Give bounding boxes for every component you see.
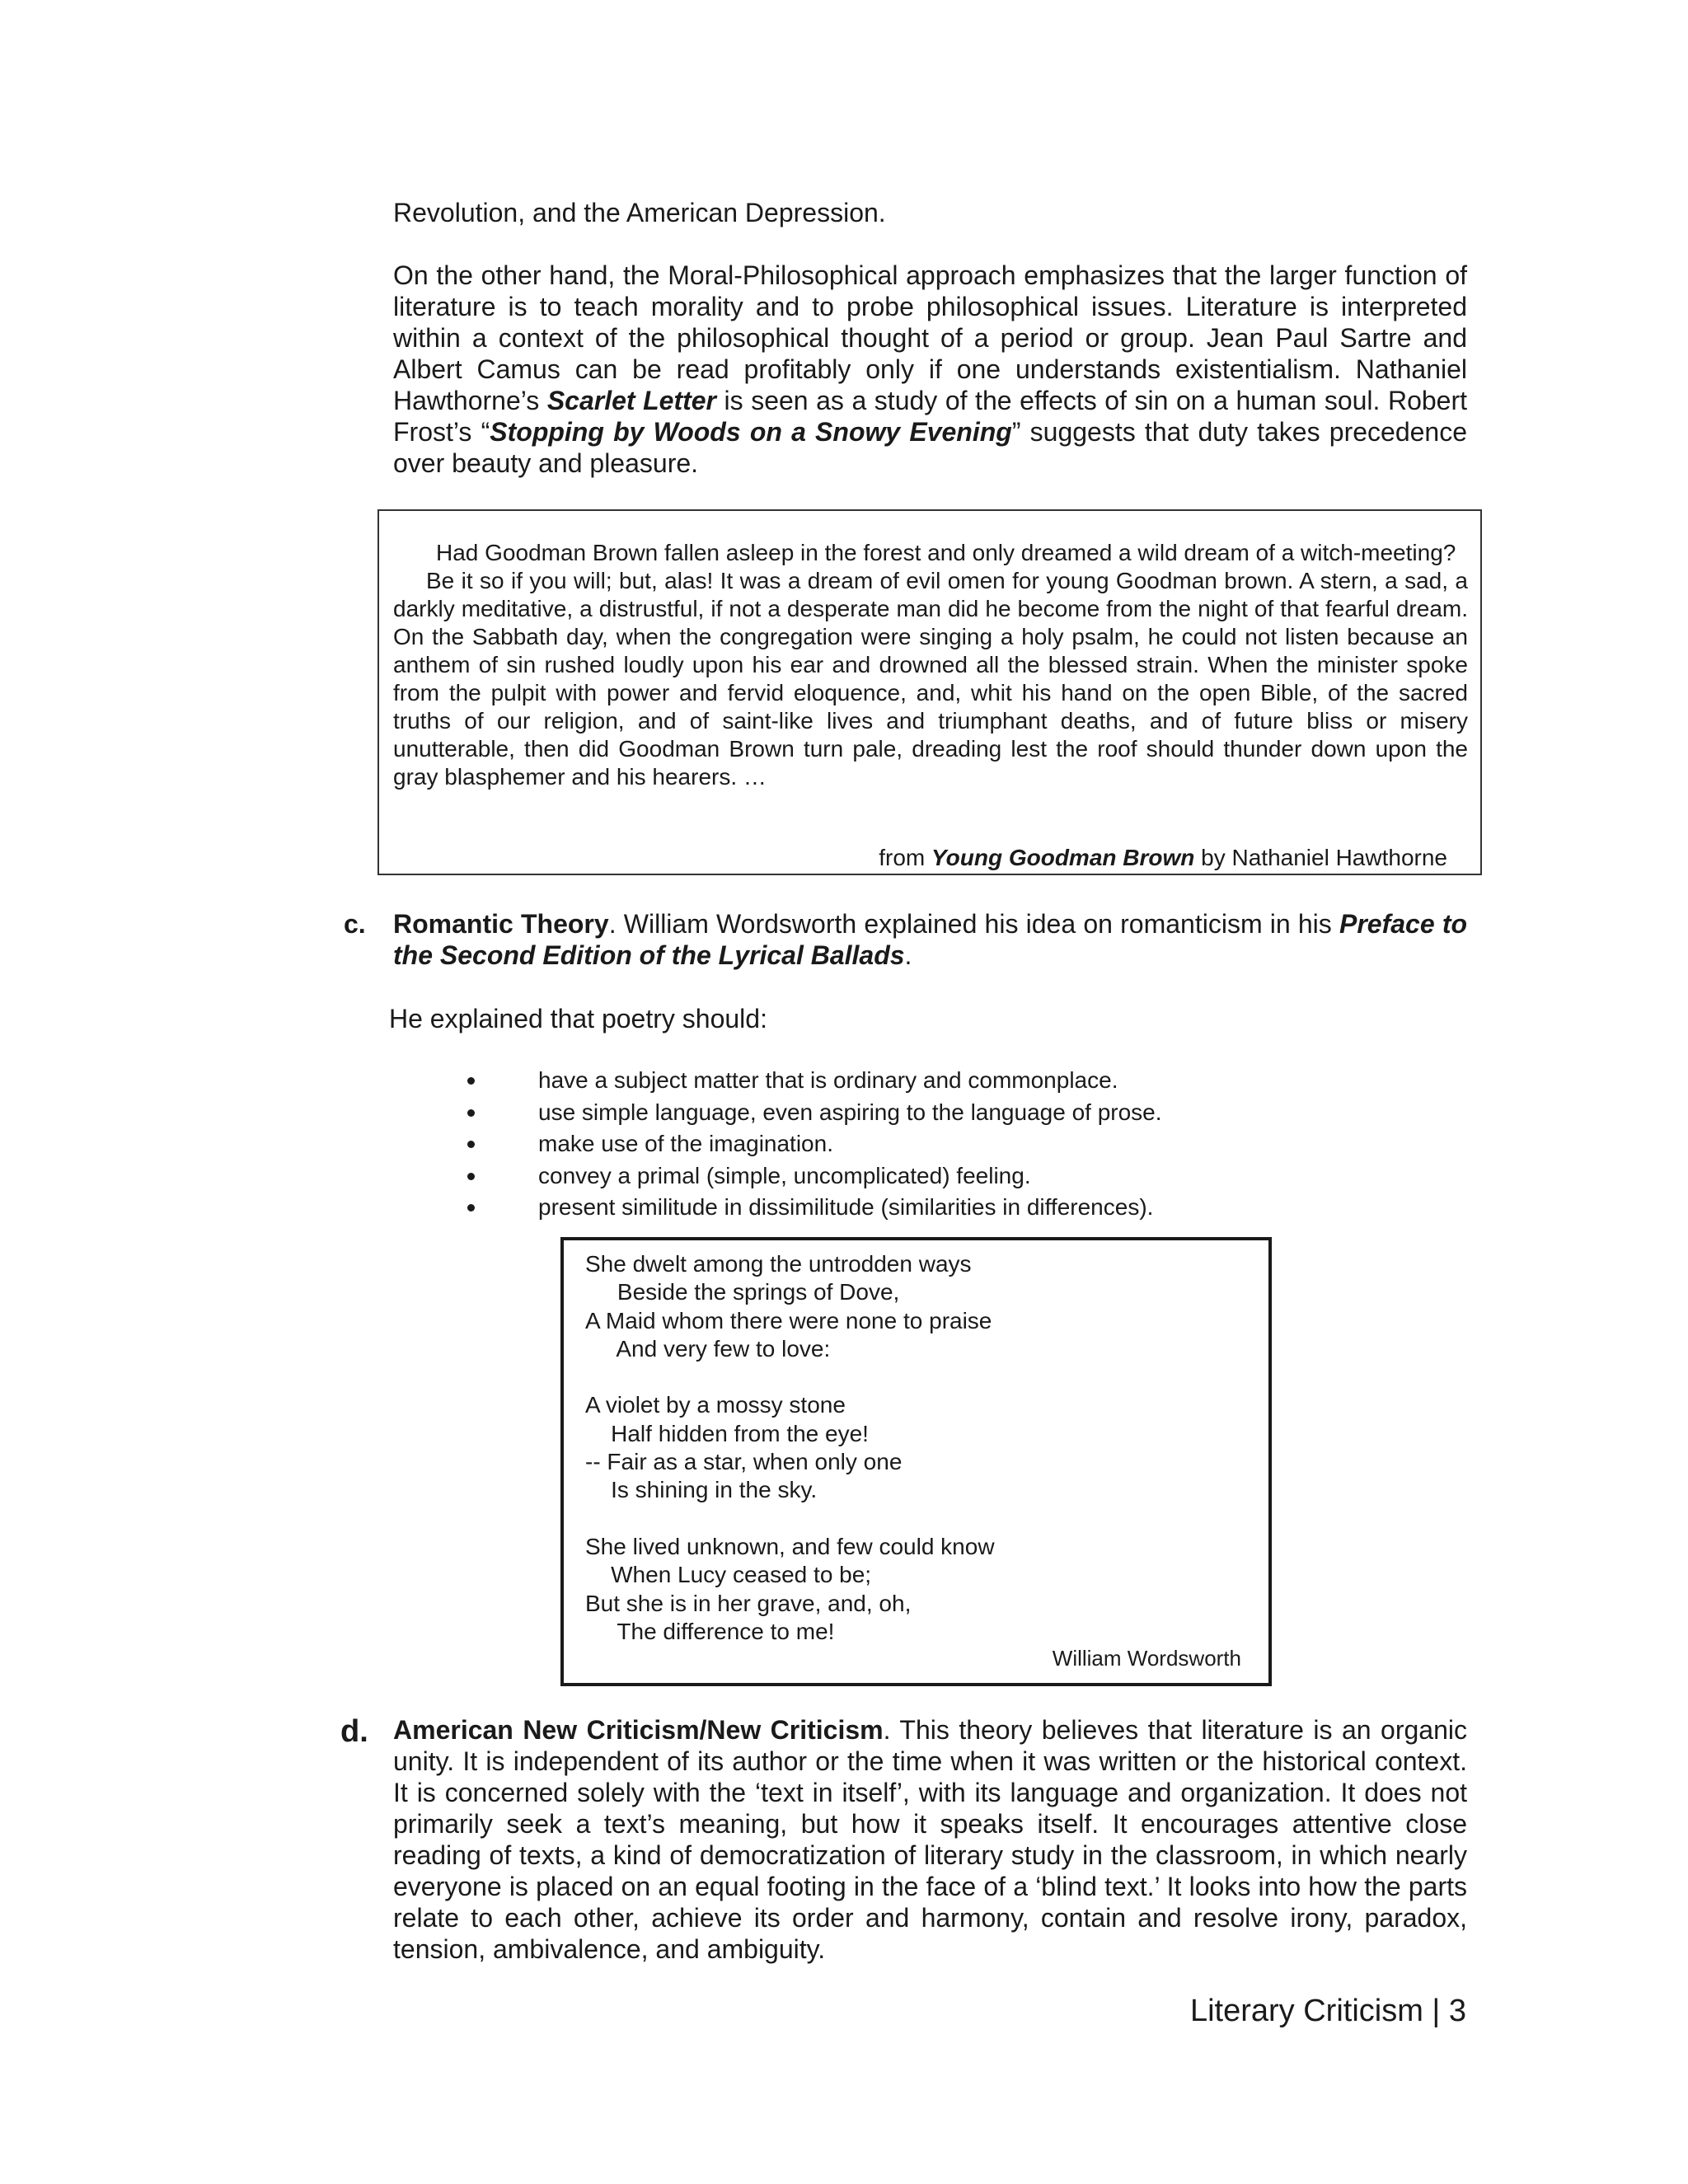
poem-line: When Lucy ceased to be; xyxy=(585,1562,872,1588)
stopping-by-woods-title: Stopping by Woods on a Snowy Evening xyxy=(490,417,1012,447)
poem-line: But she is in her grave, and, oh, xyxy=(585,1590,912,1616)
list-item-text: have a subject matter that is ordinary and commonplace. xyxy=(538,1067,1118,1093)
poem-line: A Maid whom there were none to praise xyxy=(585,1307,992,1333)
romantic-theory-heading: Romantic Theory xyxy=(393,909,609,939)
lyrical-ballads-title: Preface to the Second Edition of the Lyrical Ballads xyxy=(393,909,1468,970)
hawthorne-excerpt-box xyxy=(377,509,1482,875)
bullet-icon xyxy=(467,1204,475,1212)
list-item-text: use simple language, even aspiring to the language of prose. xyxy=(538,1099,1162,1125)
poem-author: William Wordsworth xyxy=(1052,1646,1241,1671)
romantic-theory-paragraph xyxy=(393,908,1467,971)
moral-text-2: is seen as a study of the effects of sin on a human soul. Robert Frost’s “ xyxy=(393,386,1468,447)
romantic-text-1: . William Wordsworth explained his idea on romanticism in his xyxy=(608,909,1339,939)
poem-line: The difference to me! xyxy=(585,1618,835,1644)
bullet-icon xyxy=(467,1141,475,1148)
romantic-text-2: . xyxy=(904,940,912,970)
poem-line: She lived unknown, and few could know xyxy=(585,1533,995,1559)
excerpt-paragraph-1: Had Goodman Brown fallen asleep in the forest and only dreamed a wild dream of a witch-meeting? xyxy=(436,540,1456,565)
poem-line: Is shining in the sky. xyxy=(585,1477,818,1503)
moral-philosophical-paragraph xyxy=(393,260,1467,479)
source-from: from xyxy=(879,845,931,870)
bullet-icon xyxy=(467,1109,475,1117)
list-item xyxy=(467,1192,1292,1224)
new-criticism-paragraph xyxy=(393,1714,1467,1965)
moral-text-3: ” suggests that duty takes precedence over beauty and pleasure. xyxy=(393,417,1468,478)
poem-line: Beside the springs of Dove, xyxy=(585,1279,900,1305)
poetry-criteria-list xyxy=(467,1065,1292,1224)
excerpt-source xyxy=(879,844,1447,872)
section-d-letter: d. xyxy=(340,1714,368,1749)
stanza-break xyxy=(585,1363,995,1391)
list-item-text: make use of the imagination. xyxy=(538,1131,833,1156)
new-criticism-heading: American New Criticism/New Criticism xyxy=(393,1715,884,1745)
section-c-letter: c. xyxy=(344,909,366,939)
poem-text xyxy=(585,1250,995,1646)
romantic-lead-text: He explained that poetry should: xyxy=(389,1004,767,1033)
poem-line: And very few to love: xyxy=(585,1335,831,1361)
list-item-text: convey a primal (simple, uncomplicated) feeling. xyxy=(538,1162,1031,1188)
list-item xyxy=(467,1097,1292,1129)
excerpt-text xyxy=(393,539,1468,791)
intro-paragraph-tail xyxy=(393,197,1467,228)
bullet-icon xyxy=(467,1173,475,1180)
excerpt-paragraph-2: Be it so if you will; but, alas! It was a dream of evil omen for young Goodman brown. A stern, a sad, a darkly meditative, a distrustful, if not a desperate man did he become from the night of that fearful dream. On the Sabbath day, when the congregation were singing a holy psalm, he could not listen because an anthem of sin rushed loudly upon his ear and drowned all the blessed strain. When the minister spoke from the pulpit with power and fervid eloquence, and, whit his hand on the open Bible, of the sacred truths of our religion, and of saint-like lives and triumphant deaths, and of future bliss or misery unutterable, then did Goodman Brown turn pale, dreading lest the roof should thunder down upon the gray blasphemer and his hearers. … xyxy=(393,568,1468,790)
stanza-break xyxy=(585,1505,995,1533)
bullet-icon xyxy=(467,1077,475,1085)
list-item xyxy=(467,1128,1292,1160)
source-title: Young Goodman Brown xyxy=(931,845,1195,870)
source-author: by Nathaniel Hawthorne xyxy=(1194,845,1447,870)
poem-line: She dwelt among the untrodden ways xyxy=(585,1251,972,1277)
poem-line: A violet by a mossy stone xyxy=(585,1392,846,1418)
page-footer: Literary Criticism | 3 xyxy=(1189,1994,1466,2028)
scarlet-letter-title: Scarlet Letter xyxy=(546,386,717,415)
wordsworth-poem-box xyxy=(560,1237,1272,1686)
list-item xyxy=(467,1160,1292,1193)
intro-tail-text: Revolution, and the American Depression. xyxy=(393,198,886,227)
poem-line: -- Fair as a star, when only one xyxy=(585,1449,903,1475)
new-criticism-body: . This theory believes that literature is an organic unity. It is independent of its author or the time when it was written or the historical context. It is concerned solely with the ‘text in itself’, with its language and organization. It does not primarily seek a text’s meaning, but how it speaks itself. It encourages attentive close reading of texts, a kind of democratization of literary study in the classroom, in which nearly everyone is placed on an equal footing in the face of a ‘blind text.’ It looks into how the parts relate to each other, achieve its order and harmony, contain and resolve irony, paradox, tension, ambivalence, and ambiguity. xyxy=(393,1715,1467,1964)
list-item xyxy=(467,1065,1292,1097)
list-item-text: present similitude in dissimilitude (similarities in differences). xyxy=(538,1194,1154,1220)
poem-line: Half hidden from the eye! xyxy=(585,1420,869,1446)
moral-text-1: On the other hand, the Moral-Philosophical approach emphasizes that the larger function of literature is to teach morality and to probe philosophical issues. Literature is interpreted within a context of the philosophical thought of a period or group. Jean Paul Sartre and Albert Camus can be read profitably only if one understands existentialism. Nathaniel Hawthorne’s xyxy=(393,260,1467,415)
